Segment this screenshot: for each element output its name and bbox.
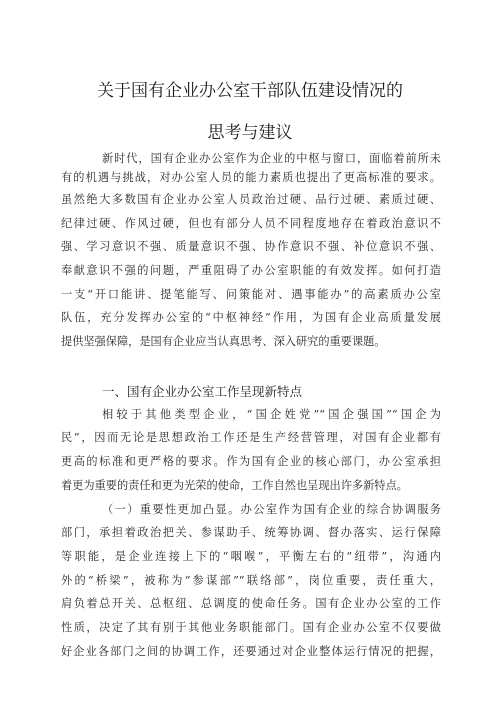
paragraph-1-line: 强、学习意识不强、质量意识不强、协作意识不强、补位意识不强、	[61, 240, 441, 253]
paragraph-1-line: 纪律过硬、作风过硬，但也有部分人员不同程度地存在着政治意识不	[61, 217, 441, 230]
paragraph-3-line: 好企业各部门之间的协调工作，还要通过对企业整体运行情况的把握，	[61, 645, 441, 658]
paragraph-1-line: 一支“开口能讲、提笔能写、问策能对、遇事能办”的高素质办公室	[61, 288, 441, 301]
paragraph-1-line: 队伍，充分发挥办公室的“中枢神经”作用，为国有企业高质量发展	[61, 311, 441, 324]
paragraph-1-line: 奉献意识不强的问题，严重阻碍了办公室职能的有效发挥。如何打造	[61, 264, 441, 277]
paragraph-3-line: （一）重要性更加凸显。办公室作为国有企业的综合协调服务	[102, 503, 441, 516]
document-title-line-1: 关于国有企业办公室干部队伍建设情况的	[97, 81, 403, 101]
paragraph-3-line: 外的“桥梁”，被称为“参谋部”“联络部”，岗位重要，责任重大，	[61, 574, 441, 587]
section-1-heading: 一、国有企业办公室工作呈现新特点	[102, 384, 303, 399]
document-title-line-2: 思考与建议	[207, 123, 293, 143]
paragraph-3-line: 等职能，是企业连接上下的“咽喉”，平衡左右的“纽带”，沟通内	[61, 550, 441, 563]
paragraph-3-line: 肩负着总开关、总枢纽、总调度的使命任务。国有企业办公室的工作	[61, 597, 441, 610]
paragraph-3-line: 部门，承担着政治把关、参谋助手、统筹协调、督办落实、运行保障	[61, 526, 441, 539]
paragraph-1-line: 有的机遇与挑战，对办公室人员的能力素质也提出了更高标准的要求。	[61, 171, 441, 184]
paragraph-2-line: 相较于其他类型企业，“国企姓党”“国企强国”“国企为	[102, 408, 441, 421]
paragraph-2-line: 着更为重要的责任和更为光荣的使命，工作自然也呈现出许多新特点。	[61, 479, 408, 492]
paragraph-3-line: 性质，决定了其有别于其他业务职能部门。国有企业办公室不仅要做	[61, 621, 441, 634]
paragraph-1-line: 提供坚强保障，是国有企业应当认真思考、深入研究的重要课题。	[61, 335, 386, 348]
paragraph-1-line: 虽然绝大多数国有企业办公室人员政治过硬、品行过硬、素质过硬、	[61, 193, 441, 206]
paragraph-2-line: 民”，因而无论是思想政治工作还是生产经营管理，对国有企业都有	[61, 431, 441, 444]
paragraph-1-line: 新时代，国有企业办公室作为企业的中枢与窗口，面临着前所未	[102, 152, 441, 165]
paragraph-2-line: 更高的标准和更严格的要求。作为国有企业的核心部门，办公室承担	[61, 455, 441, 468]
